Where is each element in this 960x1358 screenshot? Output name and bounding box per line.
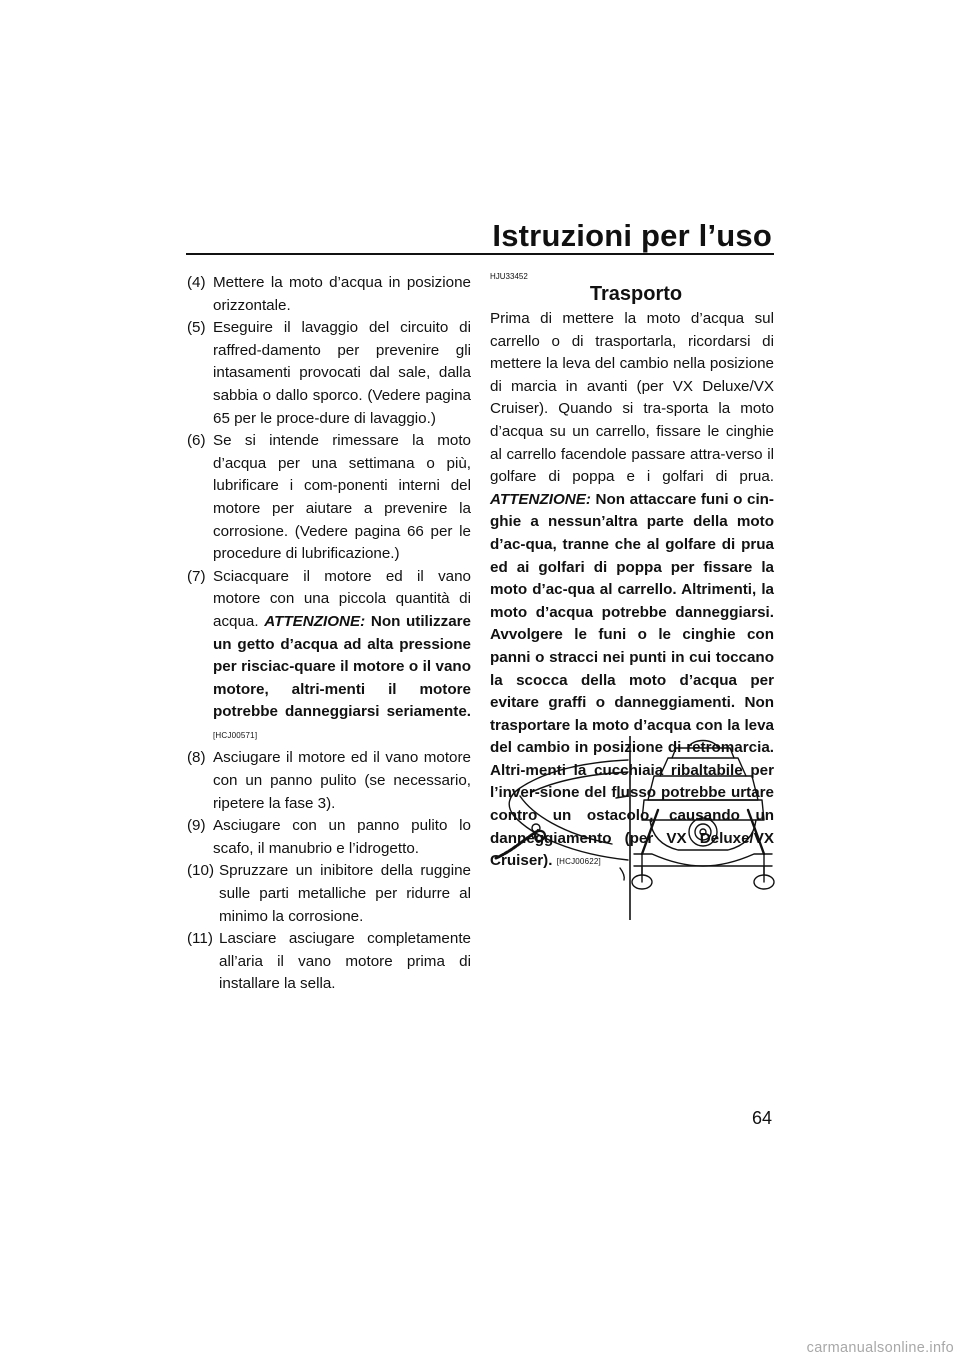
page-header-title: Istruzioni per l’uso (492, 218, 772, 253)
warning-text: Non attaccare funi o cin-ghie a nessun’altra parte della moto d’ac-qua, tranne che al golfare di prua ed ai golfari di poppa per fissare la moto d’ac-qua al carrello. Altrimenti, la moto d’acqua potrebbe danneggiarsi. Avvolgere le funi o le cinghie con panni o stracci nei punti in cui toccano la scocca della moto d’acqua per evitare graffi o danneggiamenti. Non trasportare la moto d’acqua con la leva del cambio in posizione di retromarcia. Altri-menti la cucchiaia ribaltabile per l’inver-sione del flusso potrebbe urtare contro un ostacolo, causando un danneggiamento (per VX Deluxe/VX Cruiser). (490, 490, 774, 870)
item-number: (9) (187, 817, 206, 835)
item-number: (5) (187, 319, 206, 337)
item-text: Spruzzare un inibitore della ruggine sulle parti metalliche per ridurre al minimo la corrosione. (219, 862, 471, 925)
item-number: (10) (187, 862, 215, 880)
list-item (187, 815, 471, 860)
item-number: (6) (187, 432, 206, 450)
watermark: carmanualsonline.info (806, 1340, 954, 1356)
warning-code: [HCJ00571] (213, 730, 258, 740)
item-number: (4) (187, 274, 206, 291)
item-number: (8) (187, 749, 206, 767)
list-item (187, 566, 471, 748)
item-text: Asciugare con un panno pulito lo scafo, il manubrio e l’idrogetto. (213, 817, 471, 857)
list-item (187, 747, 471, 815)
item-number: (11) (187, 930, 213, 948)
item-text: Asciugare il motore ed il vano motore con un panno pulito (se necessario, ripetere la fase 3). (213, 749, 471, 812)
item-text: Sciacquare il motore ed il vano motore con una piccola quantità di acqua. (213, 567, 471, 630)
item-text: Mettere la moto d’acqua in posizione orizzontale. (213, 274, 471, 314)
item-number: (7) (187, 567, 206, 585)
section-title: Trasporto (589, 283, 683, 305)
list-item (187, 272, 471, 317)
item-text: Eseguire il lavaggio del circuito di raffred-damento per prevenire gli intasamenti provocati dal sale, dalla sabbia o dallo sporco. (Vedere pagina 65 per le proce-dure di lavaggio.) (213, 319, 471, 427)
paragraph-text: Prima di mettere la moto d’acqua sul carrello o di trasportarla, ricordarsi di mettere la leva del cambio nella posizione di marcia in avanti (per VX Deluxe/VX Cruiser). Quando si tra-sporta la moto d’acqua su un carrello, fissare le cinghie al carrello facendole passare attra-verso il golfare di poppa e i golfari di prua. (490, 310, 774, 486)
header-rule (186, 253, 774, 255)
list-item (187, 928, 471, 996)
item-text-with-warning (213, 566, 471, 748)
list-item (187, 430, 471, 566)
trailer-tie-down-illustration (492, 736, 776, 920)
warning-code: [HCJ00622] (556, 857, 601, 867)
section-code: HJU33452 (490, 272, 528, 281)
item-text: Lasciare asciugare completamente all’aria il vano motore prima di installare la sella. (219, 930, 471, 993)
item-text: Se si intende rimessare la moto d’acqua per una settimana o più, lubrificare i com-ponenti interni del motore per aiutare a prevenire la corrosione. (Vedere pagina 66 per le procedure di lubrificazione.) (213, 432, 471, 563)
list-item (187, 860, 471, 928)
warning-label: ATTENZIONE: (490, 490, 591, 508)
page-number: 64 (751, 1108, 772, 1128)
warning-label: ATTENZIONE: (264, 612, 366, 630)
list-item (187, 317, 471, 430)
illustration-svg (492, 736, 776, 920)
warning-text: Non utilizzare un getto d’acqua ad alta pressione per risciac-quare il motore o il vano motore, altri-menti il motore potrebbe danneggiarsi seriamente. (213, 612, 471, 721)
left-column (187, 272, 471, 996)
